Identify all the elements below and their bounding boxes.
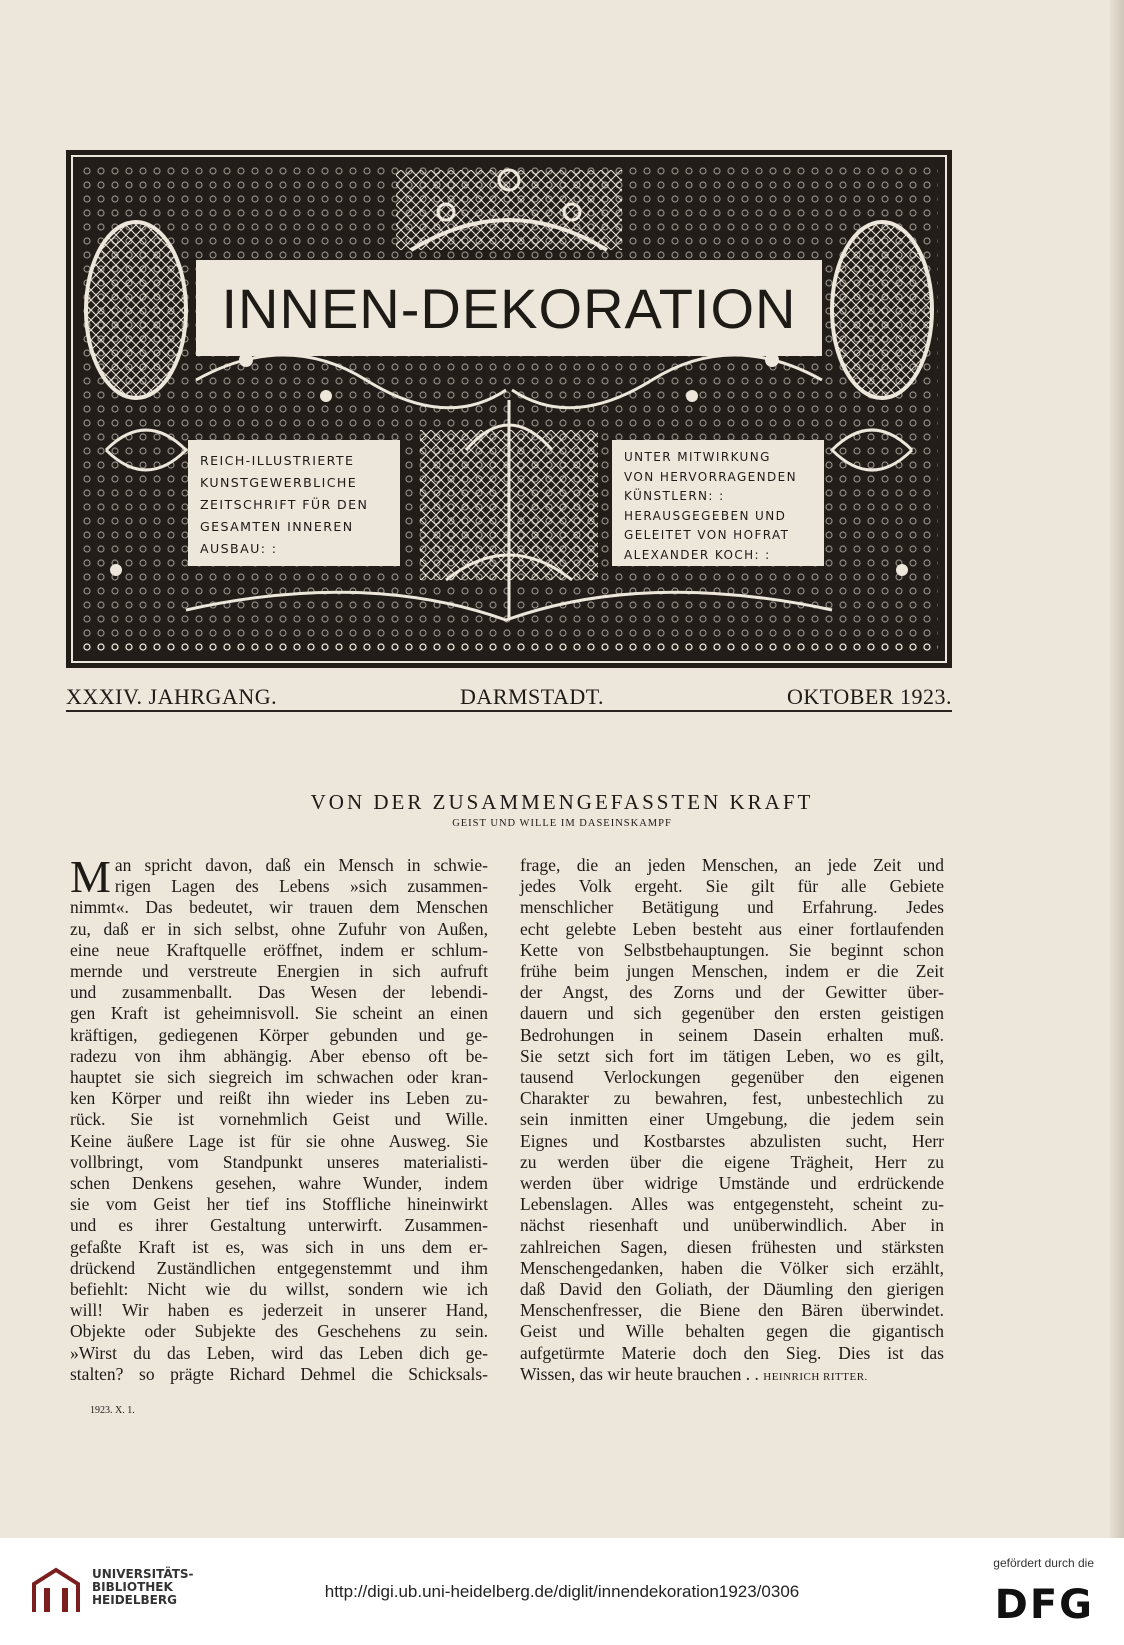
place: DARMSTADT. bbox=[460, 684, 605, 709]
text-line: Menschenfresser, die Biene den Bären überwindet. bbox=[520, 1300, 944, 1321]
right-box-line: HERAUSGEGEBEN UND bbox=[624, 508, 787, 523]
dfg-logo: DFG bbox=[994, 1582, 1094, 1628]
page-edge bbox=[1110, 0, 1124, 1538]
left-box-line: AUSBAU: : bbox=[200, 541, 278, 556]
text-line: Wissen, das wir heute brauchen . . bbox=[520, 1363, 759, 1384]
issue-date: OKTOBER 1923. bbox=[787, 684, 952, 709]
left-box-line: REICH-ILLUSTRIERTE bbox=[200, 453, 355, 468]
text-line-final bbox=[520, 1364, 944, 1388]
right-box-line: ALEXANDER KOCH: : bbox=[624, 547, 771, 562]
text-line: vollbringt, vom Standpunkt unseres materialisti- bbox=[70, 1151, 488, 1172]
masthead-right-box bbox=[612, 440, 824, 566]
right-medallion bbox=[832, 222, 932, 398]
text-line: Eignes und Kostbarstes abzulisten sucht, Herr bbox=[520, 1130, 944, 1151]
text-line: frühe beim jungen Menschen, indem er die Zeit bbox=[520, 961, 944, 982]
text-line: kräftigen, gediegenen Körper gebunden und ge- bbox=[70, 1024, 488, 1045]
text-line: Keine äußere Lage ist für sie ohne Ausweg. Sie bbox=[70, 1130, 488, 1151]
text-line: rück. Sie ist vornehmlich Geist und Wille. bbox=[70, 1109, 488, 1130]
text-line: Bedrohungen in seinem Dasein erhalten muß. bbox=[520, 1024, 944, 1045]
text-line: zu werden über die eigene Trägheit, Herr zu bbox=[520, 1151, 944, 1172]
library-line: BIBLIOTHEK bbox=[92, 1580, 173, 1594]
right-column bbox=[520, 855, 944, 1388]
text-line: und zusammenballt. Das Wesen der lebendi- bbox=[70, 982, 488, 1003]
masthead-title-panel bbox=[196, 260, 822, 356]
text-line: aufgetürmte Materie doch den Sieg. Dies ist das bbox=[520, 1342, 944, 1363]
article-subtitle: GEIST UND WILLE IM DASEINSKAMPF bbox=[452, 818, 672, 829]
right-box-line: GELEITET VON HOFRAT bbox=[624, 528, 790, 542]
text-line: Geist und Wille behalten gegen die gigantisch bbox=[520, 1321, 944, 1342]
lace-pattern bbox=[66, 150, 952, 668]
text-line: gen Kraft ist geheimnisvoll. Sie scheint an einen bbox=[70, 1003, 488, 1024]
text-line: zu, daß er in sich selbst, ohne Zufuhr von Außen, bbox=[70, 918, 488, 939]
masthead-left-box bbox=[188, 440, 400, 566]
text-line: schen Denkens gesehen, wahre Wunder, indem bbox=[70, 1173, 488, 1194]
left-column bbox=[70, 851, 488, 1385]
article-title: VON DER ZUSAMMENGEFASSTEN KRAFT bbox=[310, 790, 814, 814]
text-line: menschlicher Betätigung und Erfahrung. Jedes bbox=[520, 897, 944, 918]
digitization-footer bbox=[0, 1538, 1124, 1645]
imprint-line bbox=[66, 684, 952, 710]
text-line: der Angst, des Zorns und der Gewitter über- bbox=[520, 982, 944, 1003]
author-signature: HEINRICH RITTER. bbox=[763, 1370, 868, 1383]
left-box-line: GESAMTEN INNEREN bbox=[200, 519, 354, 534]
text-line: drückend Zuständlichen entgegenstemmt und ihm bbox=[70, 1257, 488, 1278]
text-line: zahlreichen Sagen, diesen frühesten und stärksten bbox=[520, 1236, 944, 1257]
magazine-title: INNEN-DEKORATION bbox=[221, 276, 797, 340]
text-line: und es ihrer Gestaltung unterwirft. Zusammen- bbox=[70, 1215, 488, 1236]
crown-icon bbox=[396, 170, 622, 250]
imprint-rule bbox=[66, 710, 952, 712]
text-line: Lebenslagen. Alles was entgegensteht, scheint zu- bbox=[520, 1194, 944, 1215]
library-line: UNIVERSITÄTS- bbox=[92, 1567, 194, 1581]
text-line: sie vom Geist her tief ins Stoffliche hineinwirkt bbox=[70, 1194, 488, 1215]
text-line: Sie setzt sich fort im tätigen Leben, wo es gilt, bbox=[520, 1045, 944, 1066]
text-line: stalten? so prägte Richard Dehmel die Schicksals- bbox=[70, 1363, 488, 1384]
text-line: an spricht davon, daß ein Mensch in schwie- bbox=[114, 855, 488, 875]
sponsor-caption: gefördert durch die bbox=[993, 1556, 1094, 1570]
drop-cap: M bbox=[70, 851, 111, 902]
library-line: HEIDELBERG bbox=[92, 1593, 177, 1607]
text-line: hauptet sie sich siegreich im schwachen oder kran- bbox=[70, 1067, 488, 1088]
text-line: rigen Lagen des Lebens »sich zusammen- bbox=[114, 876, 488, 897]
text-line: sein inmitten einer Umgebung, die jedem sein bbox=[520, 1109, 944, 1130]
issue-footnote: 1923. X. 1. bbox=[90, 1405, 135, 1416]
text-line: Menschengedanken, haben die Völker sich erzählt, bbox=[520, 1257, 944, 1278]
text-line: »Wirst du das Leben, wird das Leben dich ge- bbox=[70, 1342, 488, 1363]
right-box-line: KÜNSTLERN: : bbox=[624, 489, 725, 503]
text-line: echt gelebte Leben besteht aus einer fortlaufenden bbox=[520, 918, 944, 939]
text-line: nimmt«. Das bedeutet, wir trauen dem Menschen bbox=[70, 897, 488, 918]
text-line: tausend Verlockungen gegenüber den eigenen bbox=[520, 1067, 944, 1088]
left-box-line: ZEITSCHRIFT FÜR DEN bbox=[200, 497, 369, 512]
volume: XXXIV. JAHRGANG. bbox=[66, 684, 278, 709]
right-box-line: UNTER MITWIRKUNG bbox=[624, 450, 771, 464]
text-line: nächst riesenhaft und unüberwindlich. Aber in bbox=[520, 1215, 944, 1236]
text-line: mernde und verstreute Energien in sich aufruft bbox=[70, 961, 488, 982]
left-box-line: KUNSTGEWERBLICHE bbox=[200, 475, 358, 490]
text-line: befiehlt: Nicht wie du willst, sondern wie ich bbox=[70, 1279, 488, 1300]
text-line: radezu von ihm abhängig. Aber ebenso oft be- bbox=[70, 1045, 488, 1066]
text-line: daß David den Goliath, der Däumling den gierigen bbox=[520, 1279, 944, 1300]
text-line: werden über widrige Umstände und erdrückende bbox=[520, 1173, 944, 1194]
right-box-line: VON HERVORRAGENDEN bbox=[624, 469, 798, 484]
text-line: frage, die an jeden Menschen, an jede Zeit und bbox=[520, 855, 944, 875]
text-line: eine neue Kraftquelle eröffnet, indem er schlum- bbox=[70, 939, 488, 960]
text-line: will! Wir haben es jederzeit in unserer Hand, bbox=[70, 1300, 488, 1321]
text-line: dauern und sich gegenüber den ersten geistigen bbox=[520, 1003, 944, 1024]
source-url[interactable]: http://digi.ub.uni-heidelberg.de/diglit/innendekoration1923/0306 bbox=[324, 1582, 800, 1601]
text-line: Kette von Selbstbehauptungen. Sie beginnt schon bbox=[520, 939, 944, 960]
text-line: gefaßte Kraft ist es, was sich in uns dem er- bbox=[70, 1236, 488, 1257]
text-line: jedes Volk ergeht. Sie gilt für alle Gebiete bbox=[520, 876, 944, 897]
text-line: Objekte oder Subjekte des Geschehens zu sein. bbox=[70, 1321, 488, 1342]
text-line: Charakter zu bewahren, fest, unbestechlich zu bbox=[520, 1088, 944, 1109]
text-line: ken Körper und reißt ihn wieder ins Leben zu- bbox=[70, 1088, 488, 1109]
left-medallion bbox=[86, 222, 186, 398]
masthead-ornament bbox=[66, 150, 952, 668]
